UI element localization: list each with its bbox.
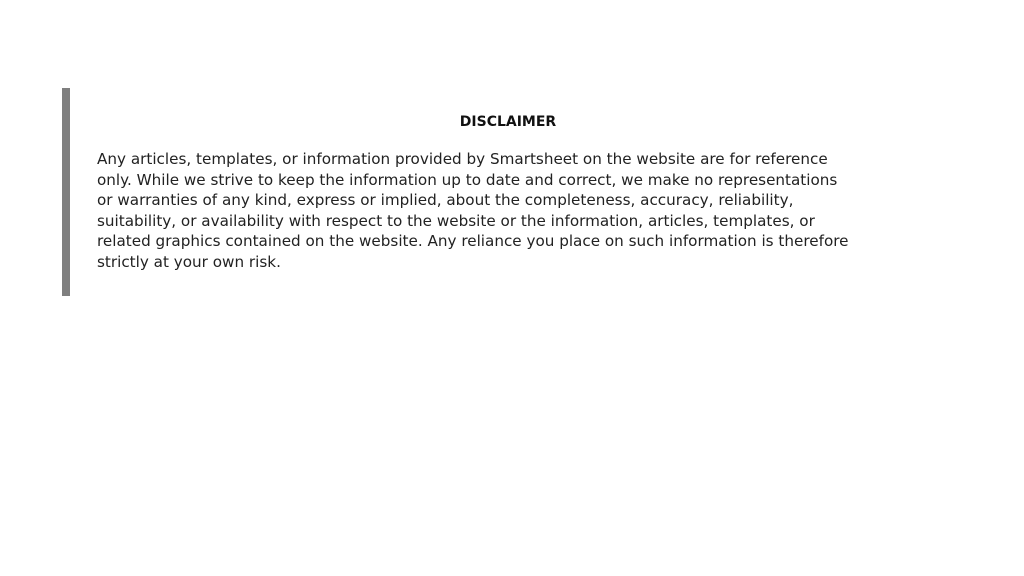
- disclaimer-line: only. While we strive to keep the information up to date and correct, we make no representations: [97, 170, 838, 189]
- disclaimer-title: DISCLAIMER: [459, 114, 557, 130]
- disclaimer-body: [97, 149, 849, 273]
- disclaimer-line: related graphics contained on the website. Any reliance you place on such information is therefore: [97, 232, 849, 251]
- disclaimer-line: strictly at your own risk.: [97, 252, 281, 271]
- disclaimer-line: suitability, or availability with respect to the website or the information, articles, templates, or: [97, 211, 815, 230]
- disclaimer-line: or warranties of any kind, express or implied, about the completeness, accuracy, reliability,: [97, 191, 794, 210]
- disclaimer-line: Any articles, templates, or information provided by Smartsheet on the website are for reference: [97, 150, 828, 168]
